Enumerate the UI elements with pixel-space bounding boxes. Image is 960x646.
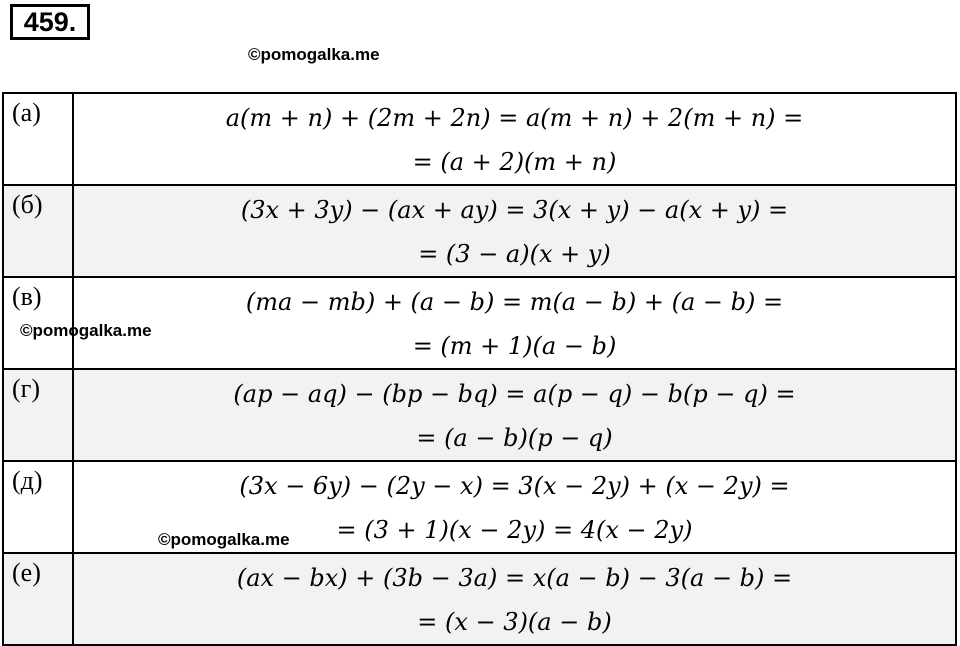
solution-table (2, 92, 957, 646)
table-row-e (3, 553, 956, 645)
table-row-b (3, 185, 956, 277)
expression-line-1: (3x + 3y) − (ax + ay) = 3(x + y) − a(x + y) = (240, 196, 789, 224)
expression-line-1: (3x − 6y) − (2y − x) = 3(x − 2y) + (x − 2y) = (239, 472, 790, 500)
expression-line-2: = (x − 3)(a − b) (417, 608, 612, 636)
row-label: (е) (3, 553, 73, 645)
row-expression (73, 369, 956, 461)
row-label: (д) (3, 461, 73, 553)
expression-line-2: = (a − b)(p − q) (416, 424, 613, 452)
row-label: (а) (3, 93, 73, 185)
watermark: ©pomogalka.me (20, 321, 152, 340)
row-label: (б) (3, 185, 73, 277)
row-label: (в) (3, 277, 73, 369)
table-row-g (3, 369, 956, 461)
row-expression (73, 277, 956, 369)
watermark: ©pomogalka.me (158, 530, 290, 549)
row-expression (73, 93, 956, 185)
table-row-a (3, 93, 956, 185)
expression-line-2: = (3 − a)(x + y) (418, 240, 611, 268)
expression-line-2: = (m + 1)(a − b) (412, 332, 617, 360)
expression-line-1: (ap − aq) − (bp − bq) = a(p − q) − b(p − q) = (233, 380, 796, 408)
row-label: (г) (3, 369, 73, 461)
expression-line-2: = (3 + 1)(x − 2y) = 4(x − 2y) (336, 516, 693, 544)
expression-line-1: a(m + n) + (2m + 2n) = a(m + n) + 2(m + n) = (225, 104, 804, 132)
expression-line-1: (ax − bx) + (3b − 3a) = x(a − b) − 3(a − b) = (236, 564, 793, 592)
row-expression (73, 553, 956, 645)
expression-line-2: = (a + 2)(m + n) (412, 148, 617, 176)
watermark: ©pomogalka.me (248, 45, 380, 64)
row-expression (73, 185, 956, 277)
expression-line-1: (ma − mb) + (a − b) = m(a − b) + (a − b) = (245, 288, 784, 316)
table-row-d (3, 461, 956, 553)
problem-number: 459. (10, 4, 90, 40)
